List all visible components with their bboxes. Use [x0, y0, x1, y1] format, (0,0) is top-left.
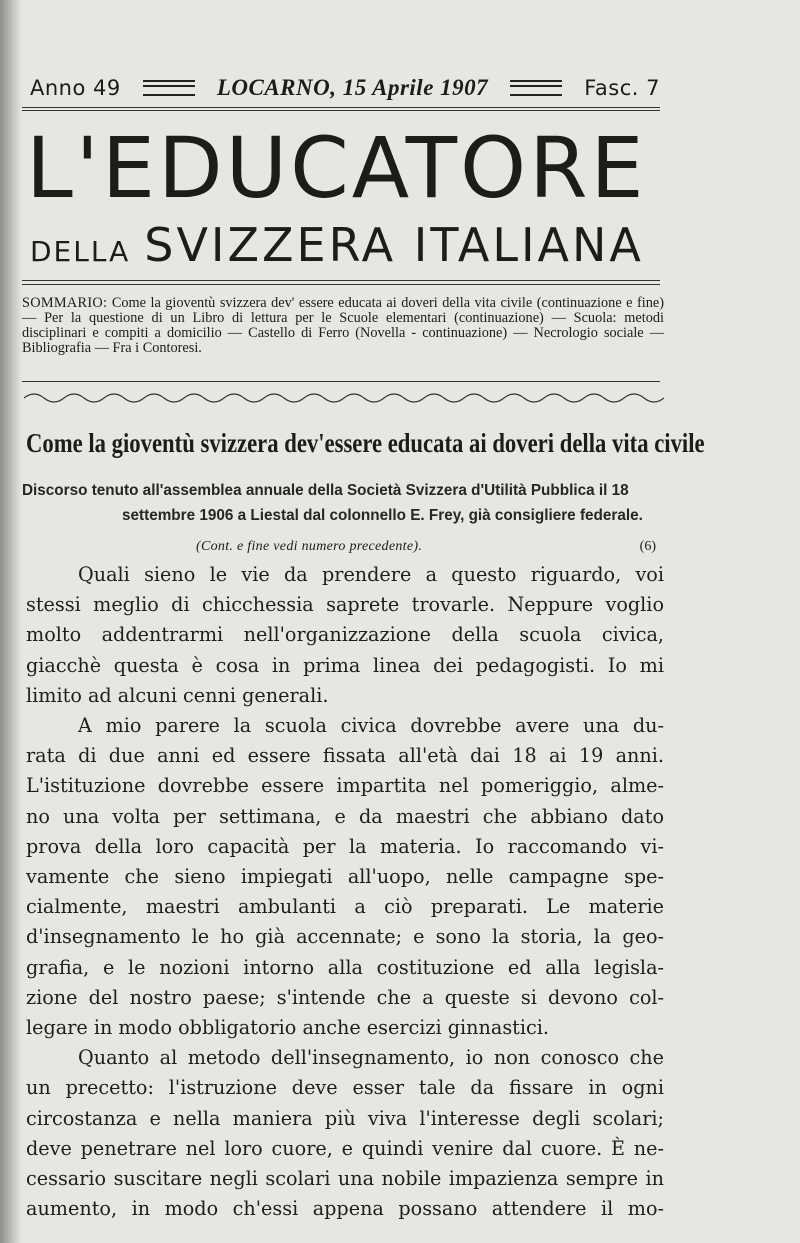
body-line: aumento, in modo ch'essi appena possano attendere il mo-	[26, 1197, 664, 1221]
title-divider-2	[22, 284, 660, 285]
issue-year: Anno 49	[30, 76, 121, 100]
continuation-text: (Cont. e fine vedi numero precedente).	[196, 539, 423, 554]
journal-subtitle-rest: SVIZZERA ITALIANA	[144, 218, 644, 272]
body-line: d'insegnamento le ho già accennate; e sono la storia, la geo-	[26, 925, 664, 949]
body-line: Quali sieno le vie da prendere a questo riguardo, voi	[78, 563, 664, 586]
journal-subtitle-della: DELLA	[30, 235, 131, 268]
title-divider	[22, 280, 660, 281]
body-line: vamente che sieno impiegati all'uopo, nelle campagne spe-	[26, 865, 664, 889]
article-subtitle-line-2: settembre 1906 a Liestal dal colonnello E. Frey, già consigliere federale.	[122, 507, 643, 524]
article-subtitle-line-1: Discorso tenuto all'assemblea annuale della Società Svizzera d'Utilità Pubblica il 18	[22, 482, 629, 499]
article-subtitle	[22, 478, 702, 528]
summary-text: Come la gioventù svizzera dev' essere educata ai doveri della vita civile (continuazione e fine) — Per la questione di un Libro di lettura per le Scuole elementari (continuazione) — Scuola: metodi disciplinari e compiti a domicilio — Castello di Ferro (Novella - continuazione) — Necrologio sociale — Bibliografia — Fra i Contoresi.	[22, 295, 664, 356]
summary-block	[22, 296, 664, 356]
summary-label: SOMMARIO:	[22, 295, 108, 311]
ornament-rule-right	[510, 80, 562, 96]
body-line: zione del nostro paese; s'intende che a queste si devono col-	[26, 985, 664, 1009]
place-date: LOCARNO, 15 Aprile 1907	[216, 75, 489, 100]
body-line: limito ad alcuni cenni generali.	[26, 683, 329, 707]
continuation-note	[196, 536, 656, 558]
body-line: molto addentrarmi nell'organizzazione della scuola civica,	[26, 623, 664, 647]
body-line: giacchè questa è cosa in prima linea dei pedagogisti. Io mi	[26, 653, 664, 677]
body-line: cialmente, maestri ambulanti a ciò preparati. Le materie	[26, 895, 664, 919]
journal-title: L'EDUCATORE	[26, 119, 647, 217]
body-line: un precetto: l'istruzione deve esser tale da fissare in ogni	[26, 1076, 664, 1100]
summary-divider	[22, 381, 660, 382]
body-line: stessi meglio di chicchessia saprete trovarle. Neppure voglio	[26, 593, 664, 617]
masthead-divider-2	[22, 110, 660, 111]
body-line: L'istituzione dovrebbe essere impartita nel pomeriggio, alme-	[26, 774, 664, 798]
body-line: legare in modo obbligatorio anche esercizi ginnastici.	[26, 1016, 550, 1040]
body-line: A mio parere la scuola civica dovrebbe avere una du-	[78, 714, 664, 738]
journal-subtitle	[30, 215, 670, 275]
article-body	[0, 560, 800, 1224]
body-line: rata di due anni ed essere fissata all'età dai 18 ai 19 anni.	[26, 744, 664, 768]
wavy-ornament-divider	[24, 386, 664, 410]
body-line: Quanto al metodo dell'insegnamento, io non conosco che	[78, 1046, 664, 1070]
article-title: Come la gioventù svizzera dev'essere educata ai doveri della vita civile	[26, 428, 705, 458]
body-line: cessario suscitare negli scolari una nobile impazienza sempre in	[26, 1167, 664, 1191]
body-line: circostanza e nella maniera più viva l'interesse degli scolari;	[26, 1106, 664, 1130]
body-line: deve penetrare nel loro cuore, e quindi venire dal cuore. È ne-	[26, 1136, 664, 1160]
issue-fascicle: Fasc. 7	[584, 76, 660, 100]
body-line: no una volta per settimana, e da maestri che abbiano dato	[26, 804, 664, 828]
continuation-number: (6)	[639, 539, 656, 554]
masthead	[30, 70, 660, 106]
ornament-rule-left	[143, 80, 195, 96]
body-line: prova della loro capacità per la materia. Io raccomando vi-	[26, 834, 664, 858]
body-line: grafia, e le nozioni intorno alla costituzione ed alla legisla-	[26, 955, 664, 979]
masthead-divider	[22, 107, 660, 108]
